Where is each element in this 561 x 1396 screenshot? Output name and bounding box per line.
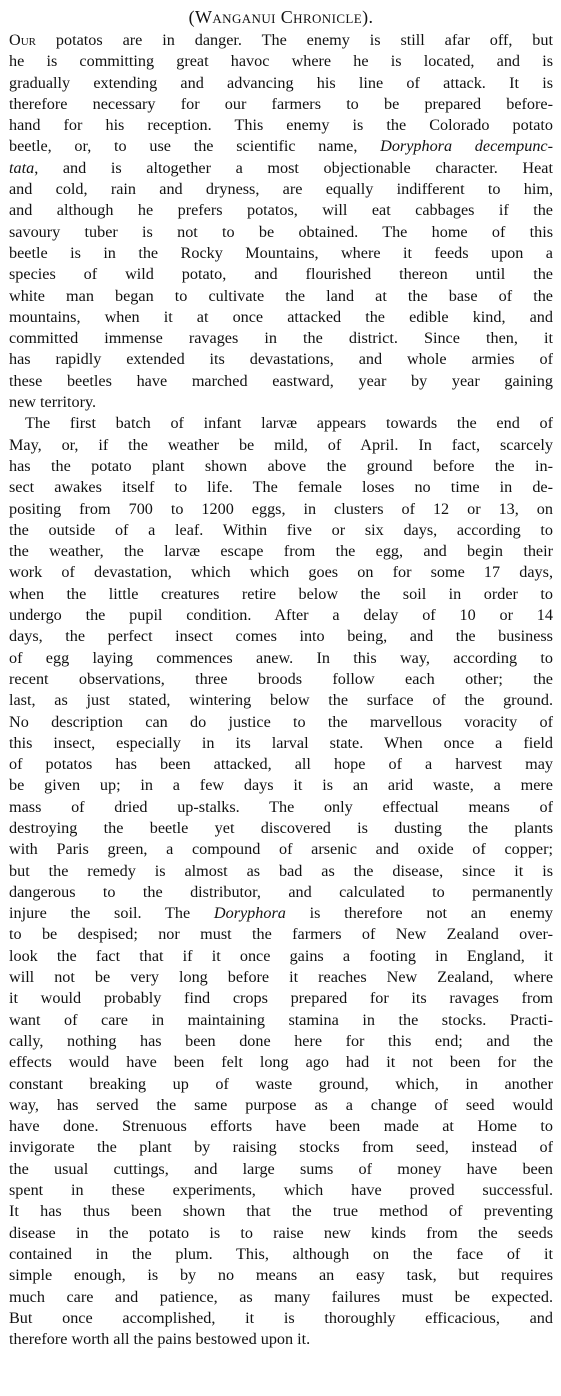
text-line: therefore worth all the pains bestowed upon it. [9, 1330, 311, 1349]
text-line: committed immense ravages in the district. Since then, it [9, 329, 553, 348]
text-line: but the remedy is almost as bad as the disease, since it is [9, 861, 553, 880]
text-line: dangerous to the distributor, and calculated to permanently [9, 882, 553, 901]
text-line: this insect, especially in its larval state. When once a field [9, 733, 553, 752]
text-line: beetle, or, to use the scientific name, Doryphora decempunc- [9, 137, 554, 156]
text-line: work of devastation, which which goes on for some 17 days, [9, 563, 553, 582]
source-heading [9, 6, 553, 28]
text-line: white man began to cultivate the land at the base of the [9, 286, 553, 305]
text-line: have done. Strenuous efforts have been made at Home to [9, 1117, 553, 1136]
text-line: new territory. [9, 393, 97, 412]
text-line: be given up; in a few days it is an arid waste, a mere [9, 776, 553, 795]
text-line: contained in the plum. This, although on the face of it [9, 1244, 553, 1263]
text-line: he is committing great havoc where he is located, and is [9, 52, 553, 71]
text-line: It has thus been shown that the true method of preventing [9, 1202, 553, 1221]
text-line: the weather, the larvæ escape from the egg, and begin their [9, 542, 553, 561]
text-line: mass of dried up-stalks. The only effectual means of [9, 797, 553, 816]
text-line: it would probably find crops prepared for its ravages from [9, 989, 553, 1008]
text-line: way, has served the same purpose as a change of seed would [9, 1095, 553, 1114]
text-line: injure the soil. The Doryphora is therefore not an enemy [9, 904, 553, 923]
text-line: look the fact that if it once gains a footing in England, it [9, 946, 553, 965]
text-line: constant breaking up of waste ground, which, in another [9, 1074, 553, 1093]
text-line: invigorate the plant by raising stocks from seed, instead of [9, 1138, 553, 1157]
text-line: The first batch of infant larvæ appears towards the end of [25, 414, 553, 433]
text-line: has rapidly extended its devastations, and whole armies of [9, 350, 553, 369]
source-heading-text: (Wanganui Chronicle). [188, 7, 374, 27]
article-paragraph [9, 30, 553, 413]
text-line: days, the perfect insect comes into being, and the business [9, 627, 553, 646]
text-line: hand for his reception. This enemy is the Colorado potato [9, 116, 553, 135]
text-line: has the potato plant shown above the ground before the in- [9, 456, 553, 475]
article-paragraph [9, 413, 553, 1350]
text-line: of potatos has been attacked, all hope of a harvest may [9, 755, 553, 774]
text-line: destroying the beetle yet discovered is dusting the plants [9, 818, 553, 837]
text-line: last, as just stated, wintering below the surface of the ground. [9, 691, 553, 710]
article-body [9, 30, 553, 1350]
text-line: spent in these experiments, which have proved successful. [9, 1181, 553, 1200]
text-line: mountains, when it at once attacked the edible kind, and [9, 307, 553, 326]
text-line: positing from 700 to 1200 eggs, in clusters of 12 or 13, on [9, 499, 553, 518]
text-line: the outside of a leaf. Within five or six days, according to [9, 520, 553, 539]
text-line: and although he prefers potatos, will eat cabbages if the [9, 201, 553, 220]
text-line: these beetles have marched eastward, year by year gaining [9, 371, 553, 390]
text-line: therefore necessary for our farmers to be prepared before- [9, 94, 553, 113]
text-line: want of care in maintaining stamina in the stocks. Practi- [9, 1010, 553, 1029]
text-line: beetle is in the Rocky Mountains, where it feeds upon a [9, 243, 553, 262]
text-line: tata, and is altogether a most objectionable character. Heat [9, 158, 553, 177]
text-line: No description can do justice to the marvellous voracity of [9, 712, 553, 731]
text-line: and cold, rain and dryness, are equally indifferent to him, [9, 180, 553, 199]
text-line: with Paris green, a compound of arsenic and oxide of copper; [9, 840, 553, 859]
text-line: sect awakes itself to life. The female loses no time in de- [9, 478, 553, 497]
text-line: effects would have been felt long ago had it not been for the [9, 1053, 553, 1072]
text-line: much care and patience, as many failures must be expected. [9, 1287, 553, 1306]
text-line: gradually extending and advancing his line of attack. It is [9, 73, 553, 92]
text-line: simple enough, is by no means an easy task, but requires [9, 1266, 553, 1285]
text-line: the usual cuttings, and large sums of money have been [9, 1159, 553, 1178]
text-line: when the little creatures retire below the soil in order to [9, 584, 553, 603]
text-line: Our potatos are in danger. The enemy is still afar off, but [9, 31, 553, 49]
text-line: disease in the potato is to raise new kinds from the seeds [9, 1223, 553, 1242]
text-line: undergo the pupil condition. After a delay of 10 or 14 [9, 606, 553, 625]
text-line: recent observations, three broods follow each other; the [9, 669, 553, 688]
text-line: of egg laying commences anew. In this way, according to [9, 648, 553, 667]
text-line: But once accomplished, it is thoroughly efficacious, and [9, 1308, 553, 1327]
text-line: savoury tuber is not to be obtained. The home of this [9, 222, 553, 241]
text-line: species of wild potato, and flourished thereon until the [9, 265, 553, 284]
text-line: will not be very long before it reaches New Zealand, where [9, 968, 553, 987]
text-line: to be despised; nor must the farmers of New Zealand over- [9, 925, 553, 944]
text-line: cally, nothing has been done here for this end; and the [9, 1031, 553, 1050]
text-line: May, or, if the weather be mild, of April. In fact, scarcely [9, 435, 553, 454]
